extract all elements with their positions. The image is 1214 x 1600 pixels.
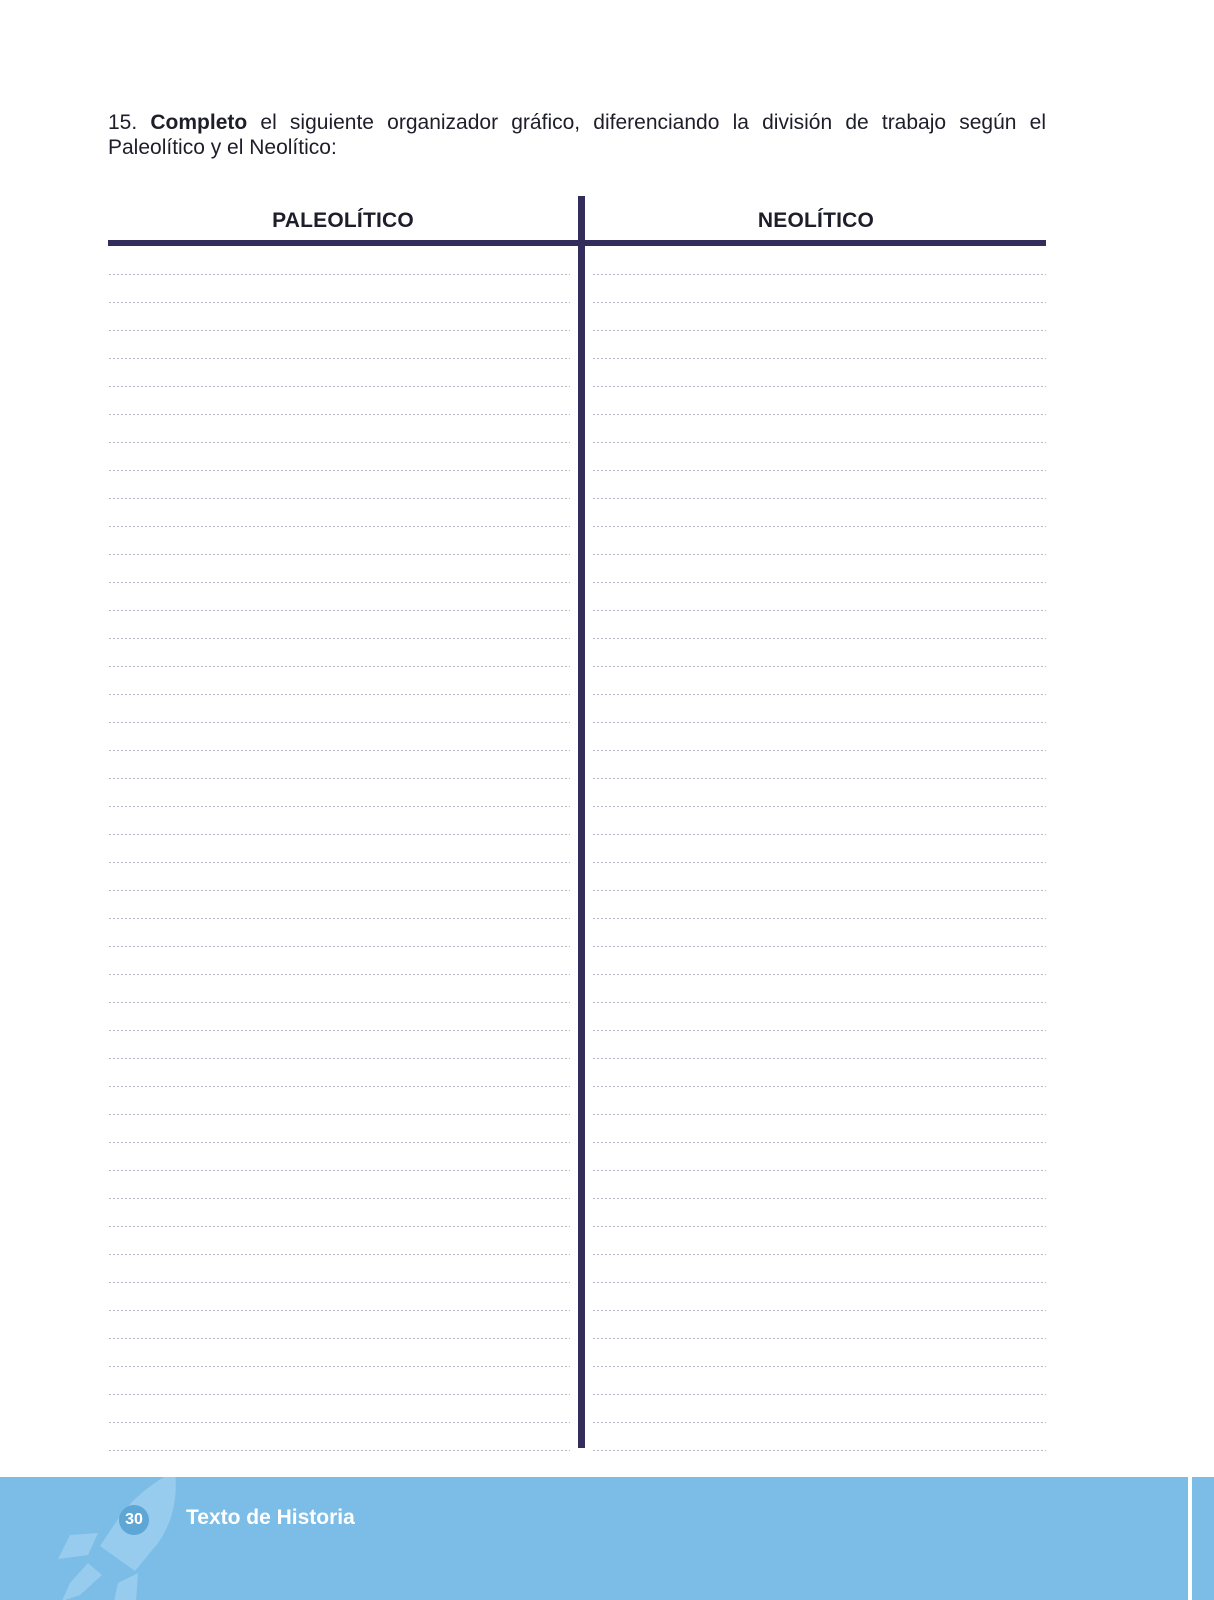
writing-line	[108, 1142, 570, 1143]
writing-line	[108, 274, 570, 275]
writing-line	[108, 1114, 570, 1115]
writing-line	[108, 862, 570, 863]
writing-line	[592, 1422, 1046, 1423]
writing-line	[592, 498, 1046, 499]
writing-line	[108, 918, 570, 919]
exercise-instruction	[108, 110, 1046, 160]
writing-line	[108, 1282, 570, 1283]
writing-line	[592, 554, 1046, 555]
writing-line	[592, 386, 1046, 387]
writing-line	[108, 554, 570, 555]
neolitico-writing-area[interactable]	[592, 274, 1046, 1478]
writing-line	[592, 442, 1046, 443]
writing-line	[592, 1226, 1046, 1227]
writing-line	[592, 274, 1046, 275]
writing-line	[592, 302, 1046, 303]
writing-line	[592, 1030, 1046, 1031]
writing-line	[108, 778, 570, 779]
rocket-icon	[40, 1477, 200, 1600]
writing-line	[592, 1450, 1046, 1451]
writing-line	[592, 414, 1046, 415]
writing-line	[592, 1058, 1046, 1059]
header-divider	[108, 240, 1046, 246]
writing-line	[108, 1002, 570, 1003]
writing-line	[108, 1030, 570, 1031]
writing-line	[592, 778, 1046, 779]
writing-line	[108, 1086, 570, 1087]
writing-line	[592, 694, 1046, 695]
graphic-organizer	[108, 196, 1046, 1448]
writing-line	[108, 1226, 570, 1227]
writing-line	[108, 1310, 570, 1311]
writing-line	[108, 1394, 570, 1395]
writing-line	[592, 1394, 1046, 1395]
writing-line	[108, 330, 570, 331]
exercise-text: el siguiente organizador gráfico, diferenciando la división de trabajo según el Paleolítico y el Neolítico:	[108, 111, 1046, 159]
column-divider	[578, 196, 585, 1448]
writing-line	[108, 302, 570, 303]
writing-line	[592, 470, 1046, 471]
book-title: Texto de Historia	[186, 1506, 355, 1529]
writing-line	[592, 1002, 1046, 1003]
writing-line	[592, 890, 1046, 891]
writing-line	[108, 946, 570, 947]
writing-line	[108, 442, 570, 443]
writing-line	[108, 1422, 570, 1423]
writing-line	[108, 694, 570, 695]
writing-line	[108, 526, 570, 527]
writing-line	[592, 526, 1046, 527]
writing-line	[592, 1310, 1046, 1311]
writing-line	[592, 1366, 1046, 1367]
writing-line	[108, 666, 570, 667]
writing-line	[108, 498, 570, 499]
writing-line	[108, 722, 570, 723]
footer-edge-tab	[1192, 1477, 1214, 1600]
writing-line	[592, 1114, 1046, 1115]
writing-line	[592, 1338, 1046, 1339]
writing-line	[108, 414, 570, 415]
writing-line	[592, 1086, 1046, 1087]
writing-line	[592, 610, 1046, 611]
writing-line	[108, 1450, 570, 1451]
writing-line	[108, 974, 570, 975]
writing-line	[108, 834, 570, 835]
writing-line	[108, 1198, 570, 1199]
writing-line	[108, 1338, 570, 1339]
column-heading-neolitico: NEOLÍTICO	[757, 209, 875, 232]
writing-line	[592, 862, 1046, 863]
writing-line	[592, 918, 1046, 919]
writing-line	[592, 1254, 1046, 1255]
writing-line	[108, 1170, 570, 1171]
writing-line	[108, 638, 570, 639]
column-heading-paleolitico: PALEOLÍTICO	[272, 209, 414, 232]
writing-line	[592, 1282, 1046, 1283]
writing-line	[592, 974, 1046, 975]
page-number: 30	[119, 1505, 149, 1535]
writing-line	[592, 806, 1046, 807]
writing-line	[592, 582, 1046, 583]
exercise-verb: Completo	[150, 111, 248, 134]
writing-line	[108, 610, 570, 611]
writing-line	[108, 1058, 570, 1059]
writing-line	[108, 582, 570, 583]
paleolitico-writing-area[interactable]	[108, 274, 570, 1478]
writing-line	[592, 1198, 1046, 1199]
writing-line	[592, 722, 1046, 723]
writing-line	[592, 358, 1046, 359]
writing-line	[592, 750, 1046, 751]
writing-line	[592, 1170, 1046, 1171]
writing-line	[108, 1254, 570, 1255]
writing-line	[592, 330, 1046, 331]
writing-line	[108, 470, 570, 471]
exercise-number: 15.	[108, 111, 138, 134]
writing-line	[108, 750, 570, 751]
writing-line	[108, 358, 570, 359]
writing-line	[592, 834, 1046, 835]
writing-line	[592, 946, 1046, 947]
page-footer	[0, 1477, 1188, 1600]
writing-line	[108, 806, 570, 807]
writing-line	[108, 890, 570, 891]
writing-line	[592, 1142, 1046, 1143]
writing-line	[108, 386, 570, 387]
writing-line	[592, 638, 1046, 639]
writing-line	[592, 666, 1046, 667]
writing-line	[108, 1366, 570, 1367]
